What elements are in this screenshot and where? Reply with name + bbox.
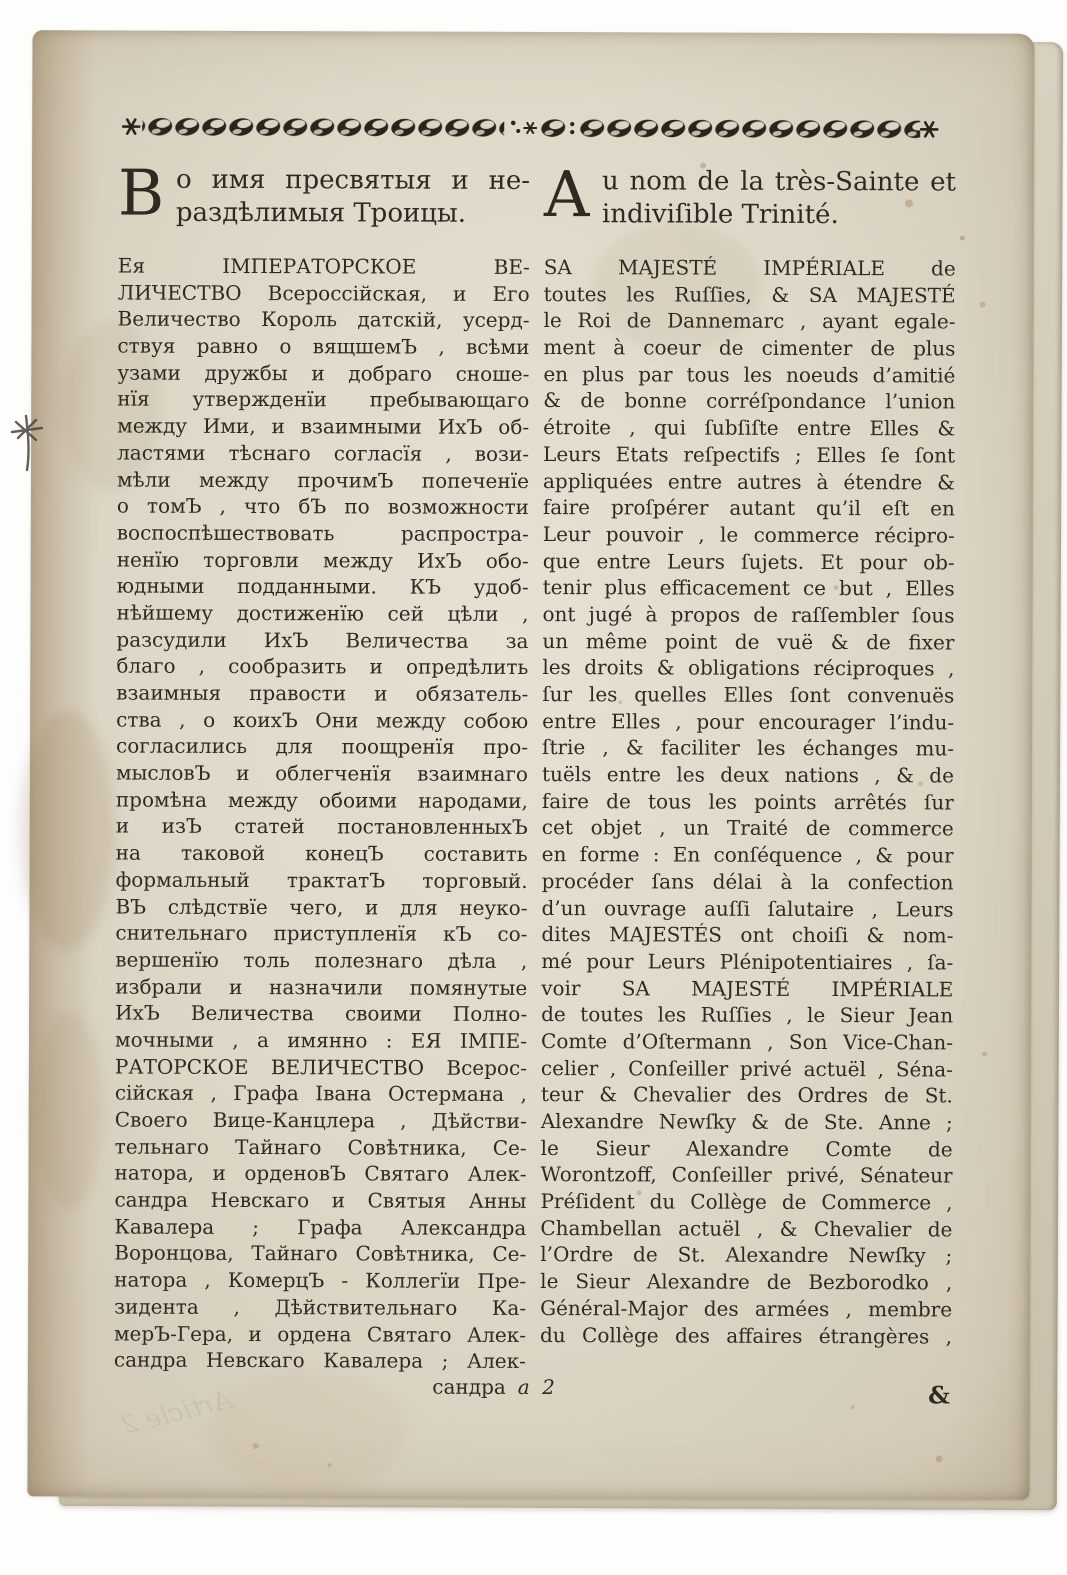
text-line: сандра Невскаго Кавалера ; Алек-: [113, 1347, 526, 1374]
text-line: мочными , а имянно : ЕЯ ІМПЕ-: [114, 1027, 528, 1053]
text-line: натора, и орденовЪ Святаго Алек-: [114, 1160, 527, 1187]
text-line: зидента , Дѣйствительнаго Ка-: [114, 1294, 527, 1320]
text-line: РАТОРСКОЕ ВЕЛИЧЕСТВО Всерос-: [114, 1054, 527, 1080]
text-line: и изЪ статей постановленныхЪ: [115, 813, 528, 840]
invocation-fr-line2: indiviſible Trinité.: [601, 199, 839, 231]
text-line: Worontzoff, Conſeiller privé, Sénateur: [540, 1162, 953, 1188]
text-line: Leur pouvoir , le commerce récipro-: [542, 521, 955, 548]
band-end-star-left: [123, 120, 139, 134]
text-line: le Sieur Alexandre de Bezborodko ,: [540, 1269, 953, 1295]
text-line: вершенїю толь полезнаго дѣла ,: [115, 947, 528, 973]
band-end-star-right: [921, 122, 937, 136]
text-line: нѣйшему достиженїю сей цѣли ,: [116, 600, 529, 626]
text-line: избрали и назначили помянутые: [115, 974, 528, 1000]
text-line: du Collège des affaires étrangères ,: [539, 1322, 953, 1348]
column-french: [540, 254, 956, 1376]
text-line: SA MAJESTÉ IMPÉRIALE de: [543, 255, 956, 281]
show-through-text: Article 2: [118, 1384, 235, 1442]
text-line: нїя утвержденїи пребывающаго: [117, 386, 530, 413]
text-line: ment à coeur de cimenter de plus: [543, 335, 956, 361]
text-line: воспоспѣшествовать распростра-: [116, 520, 529, 546]
text-line: мѣли между прочимЪ попеченїе: [116, 467, 530, 493]
text-line: ненїю торговли между ИхЪ обо-: [116, 547, 529, 573]
text-line: le Sieur Alexandre Comte de: [540, 1135, 953, 1162]
text-line: ſur les quelles Elles ſont convenuës: [542, 682, 955, 708]
invocation-fr-line1: u nom de la très-Sainte et: [601, 166, 957, 198]
text-line: Воронцова, Тайнаго Совѣтника, Се-: [114, 1240, 527, 1267]
text-line: ont jugé à propos de raſſembler ſous: [542, 601, 955, 628]
text-line: Величество Король датскій, усерд-: [117, 306, 530, 333]
text-line: натора , КомерцЪ - Коллегїи Пре-: [114, 1267, 527, 1294]
text-line: cet objet , un Traité de commerce: [541, 815, 954, 841]
text-line: мерЪ-Гера, и ордена Святаго Алек-: [113, 1321, 527, 1347]
text-line: взаимныя правости и обязатель-: [116, 680, 529, 706]
text-line: между Ими, и взаимными ИхЪ об-: [117, 413, 530, 440]
text-line: Leurs Etats reſpectifs ; Elles ſe ſont: [543, 441, 956, 468]
text-line: tenir plus efficacement ce but , Elles: [542, 575, 955, 601]
text-line: ствуя равно о вящшемЪ , всѣми: [117, 333, 530, 360]
text-line: l’Ordre de St. Alexandre Newſky ;: [540, 1242, 953, 1268]
invocation-ru-line2: раздѣлимыя Троицы.: [175, 197, 467, 229]
text-line: toutes les Ruſſies, & SA MAJESTÉ: [543, 281, 956, 308]
text-line: mé pour Leurs Plénipotentiaires , ſa-: [541, 948, 954, 975]
text-line: Своего Вице-Канцлера , Дѣйстви-: [114, 1107, 527, 1133]
text-line: юдными подданными. КЪ удоб-: [116, 573, 529, 600]
text-line: le Roi de Dannemarc , ayant egale-: [543, 308, 956, 334]
text-line: снительнаго приступленїя кЪ со-: [115, 920, 528, 947]
text-line: Comte d’Oſtermann , Son Vice-Chan-: [540, 1028, 954, 1055]
text-line: Général-Major des armées , membre: [540, 1295, 953, 1322]
text-line: ства , о коихЪ Они между собою: [116, 707, 529, 733]
foxing-spots: [33, 30, 1035, 33]
text-line: тельнаго Тайнаго Совѣтника, Се-: [114, 1134, 527, 1160]
gathering-signature: a 2: [517, 1374, 558, 1399]
column-russian: [114, 253, 530, 1375]
text-line: Ея ІМПЕРАТОРСКОЕ ВЕ-: [117, 253, 530, 279]
text-line: согласились для поощренїя про-: [116, 733, 529, 760]
text-line: ВЪ слѣдствїе чего, и для неуко-: [115, 894, 528, 920]
text-line: dites MAJESTÉS ont choiſi & nom-: [541, 922, 954, 948]
text-line: формальный трактатЪ торговый.: [115, 867, 528, 893]
text-line: на таковой конецЪ составить: [115, 840, 528, 867]
text-line: & de bonne corréſpondance l’union: [543, 388, 956, 414]
dropcap-fr: A: [543, 158, 590, 232]
text-line: voir SA MAJESTÉ IMPÉRIALE: [541, 975, 954, 1002]
text-line: Préſident du Collège de Commerce ,: [540, 1189, 953, 1215]
text-line: о томЪ , что бЪ по возможности: [116, 493, 529, 520]
page-paper: [27, 30, 1034, 1499]
text-line: Кавалера ; Графа Александра: [114, 1214, 527, 1240]
page-footer: [114, 1373, 952, 1410]
catchword-russian: сандра: [432, 1374, 506, 1399]
text-line: сійская , Графа Івана Остермана ,: [114, 1080, 527, 1107]
text-line: un même point de vuë & de fixer: [542, 628, 955, 655]
text-line: промѣна между обоими народами,: [115, 787, 528, 813]
text-line: ИхЪ Величества своими Полно-: [115, 1000, 528, 1027]
text-line: que entre Leurs ſujets. Et pour ob-: [542, 548, 955, 575]
text-line: faire de tous les points arrêtés ſur: [541, 788, 954, 815]
text-line: сандра Невскаго и Святыя Анны: [114, 1187, 527, 1214]
text-line: разсудили ИхЪ Величества за: [116, 627, 529, 653]
text-line: узами дружбы и добраго сноше-: [117, 360, 530, 386]
paper-stains: [33, 30, 1035, 33]
ornament-band: [120, 114, 940, 143]
invocation-row: [117, 156, 957, 233]
text-line: d’un ouvrage auſſi ſalutaire , Leurs: [541, 895, 954, 921]
text-line: Alexandre Newſky & de Ste. Anne ;: [540, 1109, 953, 1135]
dropcap-ru: В: [117, 156, 165, 230]
invocation-french: [543, 158, 957, 232]
text-line: faire proſpérer autant qu’il eſt en: [542, 495, 955, 521]
text-line: étroite , qui ſubſiſte entre Elles &: [543, 415, 956, 441]
text-line: ЛИЧЕСТВО Всероссійская, и Его: [117, 280, 530, 306]
text-line: entre Elles , pour encourager l’indu-: [542, 708, 955, 735]
text-line: teur & Chevalier des Ordres de St.: [540, 1082, 953, 1108]
body-columns: [114, 253, 956, 1377]
text-line: les droits & obligations réciproques ,: [542, 655, 955, 681]
invocation-ru-line1: о имя пресвятыя и не-: [175, 164, 531, 196]
catchword-french: &: [928, 1380, 950, 1410]
text-line: appliquées entre autres à étendre &: [542, 468, 956, 494]
text-line: en plus par tous les noeuds d’amitié: [543, 361, 956, 388]
text-line: ſtrie , & faciliter les échanges mu-: [542, 735, 955, 761]
invocation-russian: [117, 156, 531, 231]
text-line: благо , сообразить и опредѣлить: [116, 653, 529, 680]
text-line: ластями тѣснаго согласїя , вози-: [117, 440, 530, 466]
text-line: Chambellan actuël , & Chevalier de: [540, 1215, 953, 1242]
text-line: мысловЪ и облегченїя взаимнаго: [115, 760, 529, 787]
text-line: celier , Conſeiller privé actuël , Séna-: [540, 1055, 953, 1082]
text-line: de toutes les Ruſſies , le Sieur Jean: [541, 1002, 954, 1028]
text-line: en forme : En conſéquence , & pour: [541, 842, 954, 868]
band-center-star: [524, 123, 536, 133]
page-content: [114, 114, 957, 1411]
text-line: tuëls entre les deux nations , & de: [541, 762, 955, 788]
margin-ink-mark: [6, 408, 50, 484]
text-line: procéder ſans délai à la confection: [541, 868, 954, 895]
